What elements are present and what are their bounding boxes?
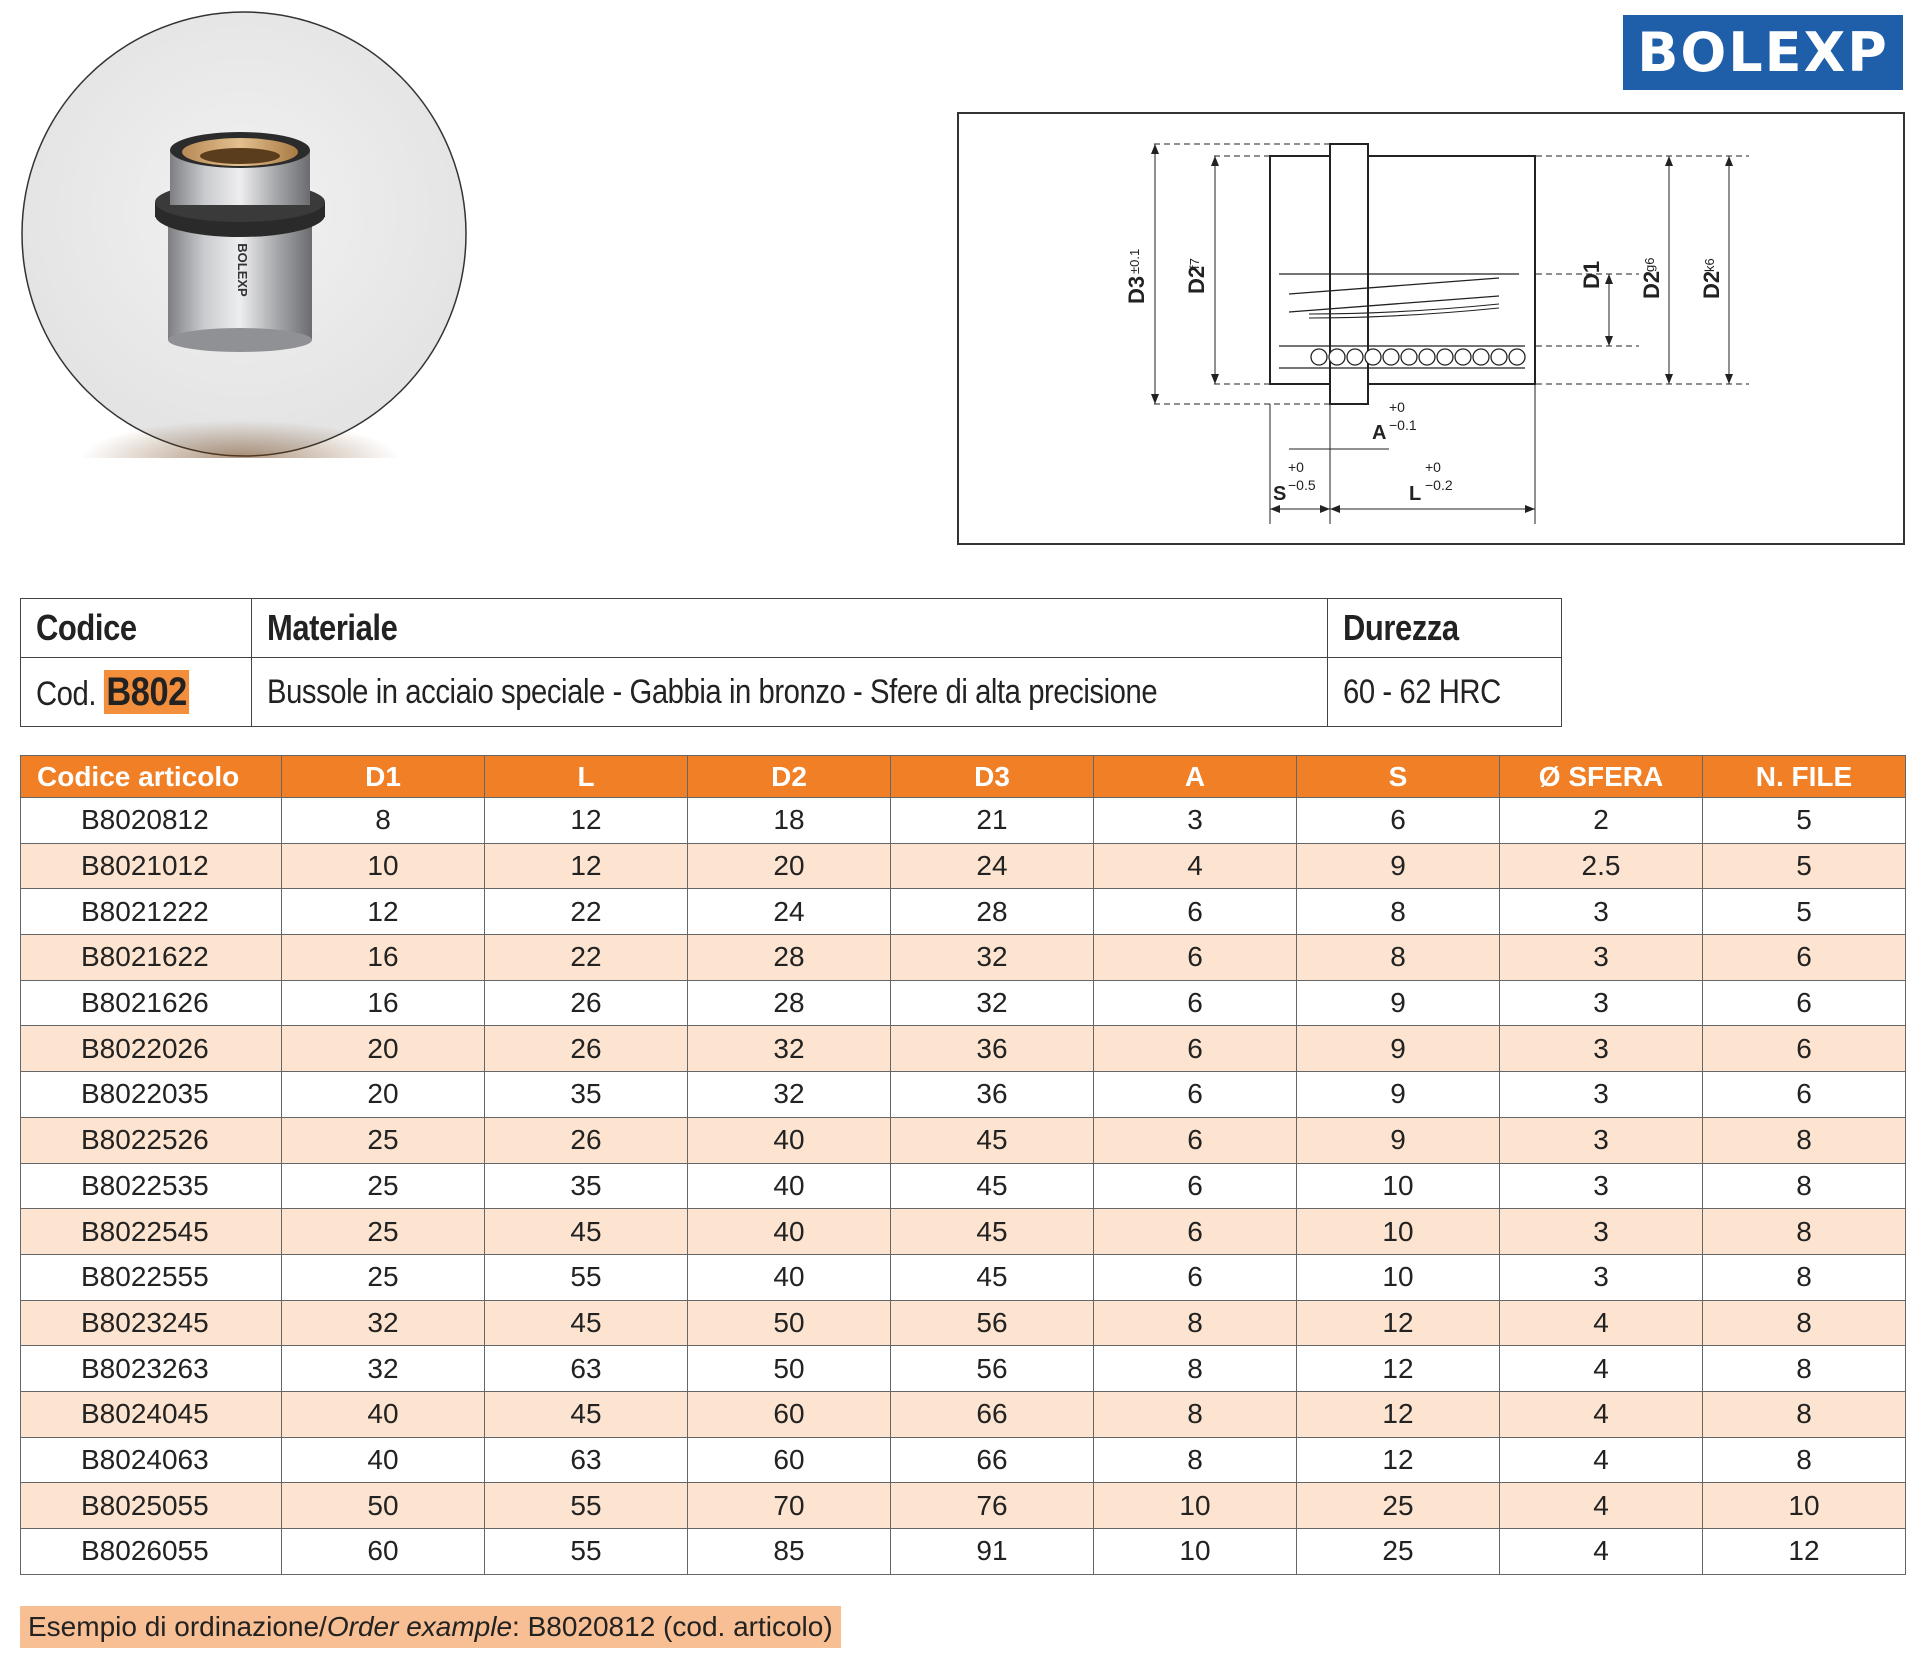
table-cell: 25 bbox=[282, 1254, 485, 1300]
engraving-text: BOLEXP bbox=[235, 243, 250, 297]
table-cell: 10 bbox=[1297, 1209, 1500, 1255]
table-cell: 3 bbox=[1500, 889, 1703, 935]
table-cell: 40 bbox=[282, 1437, 485, 1483]
d2-right-tolerance: k6 bbox=[1702, 258, 1717, 272]
article-code-cell: B8021012 bbox=[21, 843, 282, 889]
table-cell: 63 bbox=[485, 1437, 688, 1483]
table-cell: 6 bbox=[1297, 798, 1500, 844]
table-cell: 40 bbox=[688, 1209, 891, 1255]
table-cell: 60 bbox=[688, 1437, 891, 1483]
table-cell: 3 bbox=[1094, 798, 1297, 844]
table-row bbox=[21, 1254, 1906, 1300]
table-cell: 8 bbox=[1094, 1346, 1297, 1392]
table-cell: 3 bbox=[1500, 1026, 1703, 1072]
table-cell: 66 bbox=[891, 1391, 1094, 1437]
table-cell: 3 bbox=[1500, 935, 1703, 981]
d3-tolerance: ±0.1 bbox=[1127, 248, 1142, 274]
table-cell: 6 bbox=[1094, 980, 1297, 1026]
cod-value: B802 bbox=[104, 670, 190, 714]
table-cell: 6 bbox=[1703, 935, 1906, 981]
table-cell: 16 bbox=[282, 980, 485, 1026]
table-cell: 12 bbox=[1297, 1391, 1500, 1437]
d1-label: D1 bbox=[1579, 260, 1604, 289]
s-tol-minus: −0.5 bbox=[1288, 477, 1316, 493]
table-cell: 32 bbox=[688, 1026, 891, 1072]
article-code-cell: B8022026 bbox=[21, 1026, 282, 1072]
table-cell: 4 bbox=[1500, 1483, 1703, 1529]
table-cell: 40 bbox=[282, 1391, 485, 1437]
table-cell: 91 bbox=[891, 1529, 1094, 1575]
article-code-cell: B8022526 bbox=[21, 1117, 282, 1163]
table-cell: 12 bbox=[1297, 1346, 1500, 1392]
l-label: L bbox=[1409, 483, 1422, 505]
a-tol-plus: +0 bbox=[1389, 399, 1405, 415]
table-row bbox=[21, 1163, 1906, 1209]
table-cell: 26 bbox=[485, 1026, 688, 1072]
code-header: Codice bbox=[21, 599, 252, 658]
info-table bbox=[20, 598, 1562, 727]
table-header-row bbox=[21, 756, 1906, 798]
table-cell: 6 bbox=[1094, 1254, 1297, 1300]
table-row bbox=[21, 1483, 1906, 1529]
table-cell: 4 bbox=[1500, 1391, 1703, 1437]
table-cell: 25 bbox=[1297, 1483, 1500, 1529]
article-code-cell: B8022535 bbox=[21, 1163, 282, 1209]
article-code-cell: B8023245 bbox=[21, 1300, 282, 1346]
l-tol-plus: +0 bbox=[1425, 459, 1441, 475]
column-header: A bbox=[1094, 756, 1297, 798]
table-cell: 3 bbox=[1500, 1117, 1703, 1163]
table-cell: 26 bbox=[485, 1117, 688, 1163]
table-cell: 2.5 bbox=[1500, 843, 1703, 889]
table-cell: 3 bbox=[1500, 1072, 1703, 1118]
table-cell: 76 bbox=[891, 1483, 1094, 1529]
table-cell: 18 bbox=[688, 798, 891, 844]
table-cell: 2 bbox=[1500, 798, 1703, 844]
table-row bbox=[21, 843, 1906, 889]
table-cell: 50 bbox=[282, 1483, 485, 1529]
d2-mid-label: D2 bbox=[1639, 270, 1664, 299]
bolexp-logo: BOLEXP bbox=[1623, 15, 1903, 90]
table-cell: 25 bbox=[1297, 1529, 1500, 1575]
table-cell: 35 bbox=[485, 1072, 688, 1118]
table-cell: 4 bbox=[1094, 843, 1297, 889]
table-cell: 55 bbox=[485, 1529, 688, 1575]
l-tol-minus: −0.2 bbox=[1425, 477, 1453, 493]
a-tol-minus: −0.1 bbox=[1389, 417, 1417, 433]
table-cell: 45 bbox=[891, 1209, 1094, 1255]
column-header: D2 bbox=[688, 756, 891, 798]
d2-left-label: D2 bbox=[1184, 265, 1209, 294]
table-cell: 45 bbox=[485, 1300, 688, 1346]
article-code-cell: B8024063 bbox=[21, 1437, 282, 1483]
table-cell: 24 bbox=[891, 843, 1094, 889]
column-header: Ø SFERA bbox=[1500, 756, 1703, 798]
d3-label: D3 bbox=[1124, 275, 1149, 304]
hardness-header: Durezza bbox=[1328, 599, 1562, 658]
table-cell: 50 bbox=[688, 1346, 891, 1392]
table-cell: 55 bbox=[485, 1483, 688, 1529]
table-cell: 8 bbox=[1703, 1346, 1906, 1392]
table-cell: 3 bbox=[1500, 1254, 1703, 1300]
table-cell: 36 bbox=[891, 1026, 1094, 1072]
table-cell: 5 bbox=[1703, 889, 1906, 935]
table-cell: 4 bbox=[1500, 1529, 1703, 1575]
material-cell: Bussole in acciaio speciale - Gabbia in bronzo - Sfere di alta precisione bbox=[251, 658, 1328, 727]
table-cell: 63 bbox=[485, 1346, 688, 1392]
table-cell: 20 bbox=[688, 843, 891, 889]
cod-cell bbox=[21, 658, 252, 727]
table-cell: 10 bbox=[1094, 1529, 1297, 1575]
table-cell: 8 bbox=[1094, 1300, 1297, 1346]
s-label: S bbox=[1273, 483, 1287, 505]
table-cell: 8 bbox=[1703, 1117, 1906, 1163]
order-example-prefix: Esempio di ordinazione/ bbox=[28, 1611, 327, 1642]
article-code-cell: B8026055 bbox=[21, 1529, 282, 1575]
table-cell: 56 bbox=[891, 1300, 1094, 1346]
table-cell: 8 bbox=[1703, 1163, 1906, 1209]
hardness-cell: 60 - 62 HRC bbox=[1328, 658, 1562, 727]
table-cell: 40 bbox=[688, 1163, 891, 1209]
table-cell: 5 bbox=[1703, 798, 1906, 844]
table-cell: 6 bbox=[1703, 980, 1906, 1026]
column-header: S bbox=[1297, 756, 1500, 798]
table-cell: 60 bbox=[688, 1391, 891, 1437]
table-cell: 6 bbox=[1094, 1026, 1297, 1072]
table-cell: 85 bbox=[688, 1529, 891, 1575]
table-cell: 9 bbox=[1297, 1026, 1500, 1072]
table-cell: 8 bbox=[1703, 1300, 1906, 1346]
table-cell: 28 bbox=[688, 935, 891, 981]
table-cell: 35 bbox=[485, 1163, 688, 1209]
table-cell: 12 bbox=[1297, 1437, 1500, 1483]
table-cell: 12 bbox=[1703, 1529, 1906, 1575]
table-cell: 9 bbox=[1297, 1072, 1500, 1118]
table-cell: 45 bbox=[891, 1254, 1094, 1300]
article-code-cell: B8025055 bbox=[21, 1483, 282, 1529]
table-cell: 9 bbox=[1297, 1117, 1500, 1163]
table-cell: 50 bbox=[688, 1300, 891, 1346]
article-code-cell: B8021626 bbox=[21, 980, 282, 1026]
table-cell: 6 bbox=[1094, 1163, 1297, 1209]
table-cell: 8 bbox=[282, 798, 485, 844]
table-cell: 32 bbox=[282, 1300, 485, 1346]
product-photo bbox=[20, 10, 468, 458]
table-cell: 20 bbox=[282, 1026, 485, 1072]
order-example-italic: Order example bbox=[326, 1611, 513, 1642]
table-cell: 20 bbox=[282, 1072, 485, 1118]
table-cell: 25 bbox=[282, 1163, 485, 1209]
table-cell: 12 bbox=[485, 798, 688, 844]
article-code-cell: B8022545 bbox=[21, 1209, 282, 1255]
s-tol-plus: +0 bbox=[1288, 459, 1304, 475]
table-cell: 32 bbox=[891, 980, 1094, 1026]
table-cell: 12 bbox=[485, 843, 688, 889]
table-cell: 22 bbox=[485, 889, 688, 935]
table-cell: 55 bbox=[485, 1254, 688, 1300]
article-code-cell: B8022555 bbox=[21, 1254, 282, 1300]
table-row bbox=[21, 889, 1906, 935]
column-header: D1 bbox=[282, 756, 485, 798]
table-row bbox=[21, 935, 1906, 981]
table-cell: 4 bbox=[1500, 1437, 1703, 1483]
table-cell: 28 bbox=[688, 980, 891, 1026]
table-row bbox=[21, 1391, 1906, 1437]
table-row bbox=[21, 980, 1906, 1026]
table-row bbox=[21, 1300, 1906, 1346]
table-row bbox=[21, 1529, 1906, 1575]
table-cell: 6 bbox=[1094, 1072, 1297, 1118]
table-cell: 60 bbox=[282, 1529, 485, 1575]
table-cell: 4 bbox=[1500, 1300, 1703, 1346]
table-cell: 4 bbox=[1500, 1346, 1703, 1392]
table-cell: 12 bbox=[282, 889, 485, 935]
table-cell: 10 bbox=[1094, 1483, 1297, 1529]
material-header: Materiale bbox=[251, 599, 1328, 658]
table-cell: 8 bbox=[1094, 1391, 1297, 1437]
article-code-cell: B8022035 bbox=[21, 1072, 282, 1118]
table-cell: 8 bbox=[1703, 1391, 1906, 1437]
table-cell: 45 bbox=[891, 1117, 1094, 1163]
table-cell: 10 bbox=[282, 843, 485, 889]
table-cell: 6 bbox=[1094, 1117, 1297, 1163]
table-cell: 21 bbox=[891, 798, 1094, 844]
table-cell: 66 bbox=[891, 1437, 1094, 1483]
table-cell: 32 bbox=[688, 1072, 891, 1118]
column-header: Codice articolo bbox=[21, 756, 282, 798]
cod-prefix: Cod. bbox=[36, 674, 97, 713]
table-cell: 26 bbox=[485, 980, 688, 1026]
table-cell: 10 bbox=[1297, 1254, 1500, 1300]
column-header: N. FILE bbox=[1703, 756, 1906, 798]
table-cell: 3 bbox=[1500, 1209, 1703, 1255]
table-cell: 9 bbox=[1297, 843, 1500, 889]
table-cell: 16 bbox=[282, 935, 485, 981]
table-cell: 6 bbox=[1094, 1209, 1297, 1255]
table-cell: 32 bbox=[282, 1346, 485, 1392]
d2-left-tolerance: f7 bbox=[1187, 258, 1202, 269]
table-cell: 8 bbox=[1094, 1437, 1297, 1483]
d2-mid-tolerance: g6 bbox=[1642, 257, 1657, 272]
table-row bbox=[21, 1346, 1906, 1392]
order-example bbox=[20, 1606, 841, 1648]
table-cell: 25 bbox=[282, 1117, 485, 1163]
table-cell: 3 bbox=[1500, 1163, 1703, 1209]
table-row bbox=[21, 1437, 1906, 1483]
table-row bbox=[21, 1072, 1906, 1118]
table-cell: 6 bbox=[1703, 1072, 1906, 1118]
table-cell: 8 bbox=[1297, 935, 1500, 981]
article-code-cell: B8021622 bbox=[21, 935, 282, 981]
article-code-cell: B8023263 bbox=[21, 1346, 282, 1392]
table-cell: 9 bbox=[1297, 980, 1500, 1026]
table-cell: 10 bbox=[1297, 1163, 1500, 1209]
article-code-cell: B8020812 bbox=[21, 798, 282, 844]
table-cell: 3 bbox=[1500, 980, 1703, 1026]
product-table bbox=[20, 755, 1906, 1575]
table-cell: 5 bbox=[1703, 843, 1906, 889]
table-cell: 8 bbox=[1297, 889, 1500, 935]
column-header: D3 bbox=[891, 756, 1094, 798]
table-cell: 40 bbox=[688, 1117, 891, 1163]
table-cell: 24 bbox=[688, 889, 891, 935]
table-cell: 8 bbox=[1703, 1209, 1906, 1255]
table-cell: 45 bbox=[891, 1163, 1094, 1209]
table-cell: 45 bbox=[485, 1209, 688, 1255]
column-header: L bbox=[485, 756, 688, 798]
article-code-cell: B8024045 bbox=[21, 1391, 282, 1437]
table-cell: 12 bbox=[1297, 1300, 1500, 1346]
table-cell: 25 bbox=[282, 1209, 485, 1255]
table-cell: 32 bbox=[891, 935, 1094, 981]
table-cell: 8 bbox=[1703, 1254, 1906, 1300]
table-row bbox=[21, 798, 1906, 844]
table-cell: 6 bbox=[1703, 1026, 1906, 1072]
table-cell: 6 bbox=[1094, 889, 1297, 935]
table-cell: 22 bbox=[485, 935, 688, 981]
table-cell: 8 bbox=[1703, 1437, 1906, 1483]
table-cell: 6 bbox=[1094, 935, 1297, 981]
article-code-cell: B8021222 bbox=[21, 889, 282, 935]
table-cell: 40 bbox=[688, 1254, 891, 1300]
table-cell: 36 bbox=[891, 1072, 1094, 1118]
a-label: A bbox=[1372, 422, 1387, 444]
table-cell: 28 bbox=[891, 889, 1094, 935]
table-cell: 56 bbox=[891, 1346, 1094, 1392]
table-cell: 70 bbox=[688, 1483, 891, 1529]
table-row bbox=[21, 1117, 1906, 1163]
table-row bbox=[21, 1209, 1906, 1255]
d2-right-label: D2 bbox=[1699, 270, 1724, 299]
technical-drawing bbox=[957, 112, 1905, 545]
table-cell: 45 bbox=[485, 1391, 688, 1437]
order-example-suffix: : B8020812 (cod. articolo) bbox=[512, 1611, 833, 1642]
table-row bbox=[21, 1026, 1906, 1072]
table-cell: 10 bbox=[1703, 1483, 1906, 1529]
